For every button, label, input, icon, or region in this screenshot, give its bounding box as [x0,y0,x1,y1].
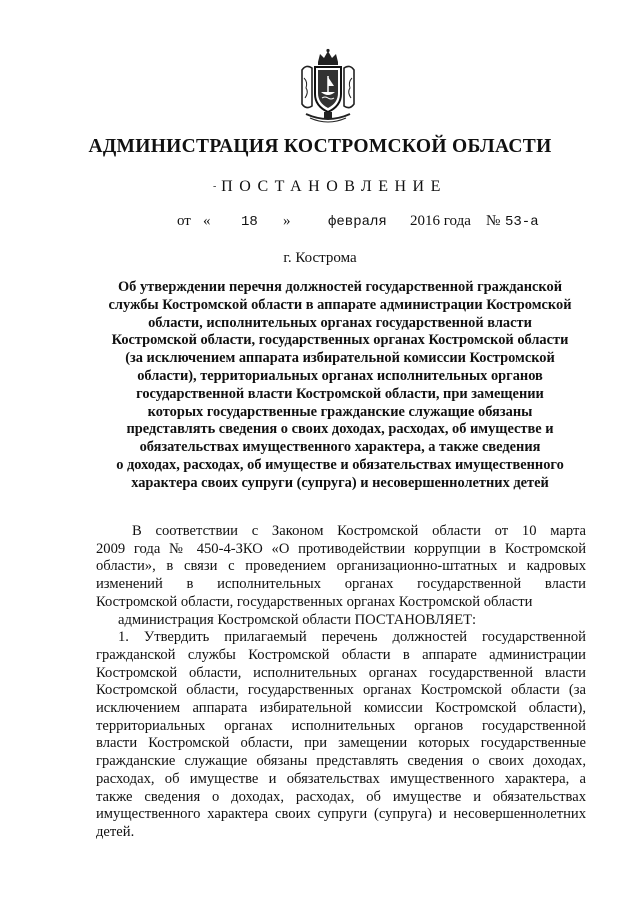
body-line: детей. [96,823,135,840]
body-line: исключением аппарата избирательной комиссии Костромской области), [96,700,586,717]
body-line: В соответствии с Законом Костромской области от 10 марта [132,523,586,539]
date-prefix: от [177,213,191,229]
document-heading [80,279,600,493]
heading-line: Костромской области, государственных органах Костромской области [111,332,569,349]
stray-mark: - [213,181,217,192]
heading-line: (за исключением аппарата избирательной комиссии Костромской [125,350,555,367]
heading-line: государственной власти Костромской области, при замещении [136,385,544,402]
heading-line: области, исполнительных органах государственной власти [148,314,532,331]
date-open-quote: « [203,213,211,229]
heading-line: представлять сведения о своих доходах, расходах, об имуществе и [126,421,554,438]
heading-line: обязательствах имущественного характера, а также сведения [139,439,541,456]
organization-title: АДМИНИСТРАЦИЯ КОСТРОМСКОЙ ОБЛАСТИ [88,136,552,157]
body-line: области», в связи с проведением организационно-штатных и кадровых [96,558,586,575]
body-line: имущественного характера своих супруги (супруга) и несовершеннолетних [96,806,586,823]
body-line: администрация Костромской области ПОСТАНОВЛЯЕТ: [118,611,477,628]
heading-line: службы Костромской области в аппарате администрации Костромской [108,296,572,313]
heading-line: которых государственные гражданские служащие обязаны [147,403,533,420]
body-line: территориальных органах исполнительных органов государственной [96,717,586,734]
date-month: февраля [328,214,387,230]
document-body [96,523,586,842]
body-line: Костромской области, исполнительных органах государственной власти [96,664,586,681]
document-type: ПОСТАНОВЛЕНИЕ [221,178,447,195]
number-sign: № [486,213,501,229]
body-line: Костромской области, государственных органах Костромской области [96,593,533,610]
body-line: гражданской службы Костромской области в аппарате администрации [96,646,586,663]
body-line: власти Костромской области, при замещении которых государственные [96,735,586,752]
city: г. Кострома [283,250,357,266]
heading-line: характера своих супруги (супруга) и несовершеннолетних детей [131,474,549,491]
body-line: 1. Утвердить прилагаемый перечень должностей государственной [118,629,586,646]
date-close-quote: » [283,213,291,229]
kostroma-coat-of-arms-icon [296,48,360,126]
document-number: 53-а [505,214,539,230]
body-line: Костромской области, государственных органах Костромской области (за [96,682,586,699]
body-line: гражданские служащие обязаны представлять сведения о своих доходах, [96,753,586,770]
body-line: также сведения о доходах, расходах, об имуществе и обязательствах [96,788,586,805]
heading-line: области), территориальных органах исполнительных органов [137,367,543,384]
heading-line: Об утверждении перечня должностей государственной гражданской [117,279,563,295]
heading-line: о доходах, расходах, об имуществе и обязательствах имущественного [116,456,564,473]
date-year: 2016 года [410,213,471,229]
body-line: 2009 года № 450-4-ЗКО «О противодействии коррупции в Костромской [96,540,586,557]
body-line: расходах, об имуществе и обязательствах имущественного характера, а [96,770,586,787]
body-line: изменений в исполнительных органах государственной власти [96,576,586,593]
date-day: 18 [241,214,258,230]
